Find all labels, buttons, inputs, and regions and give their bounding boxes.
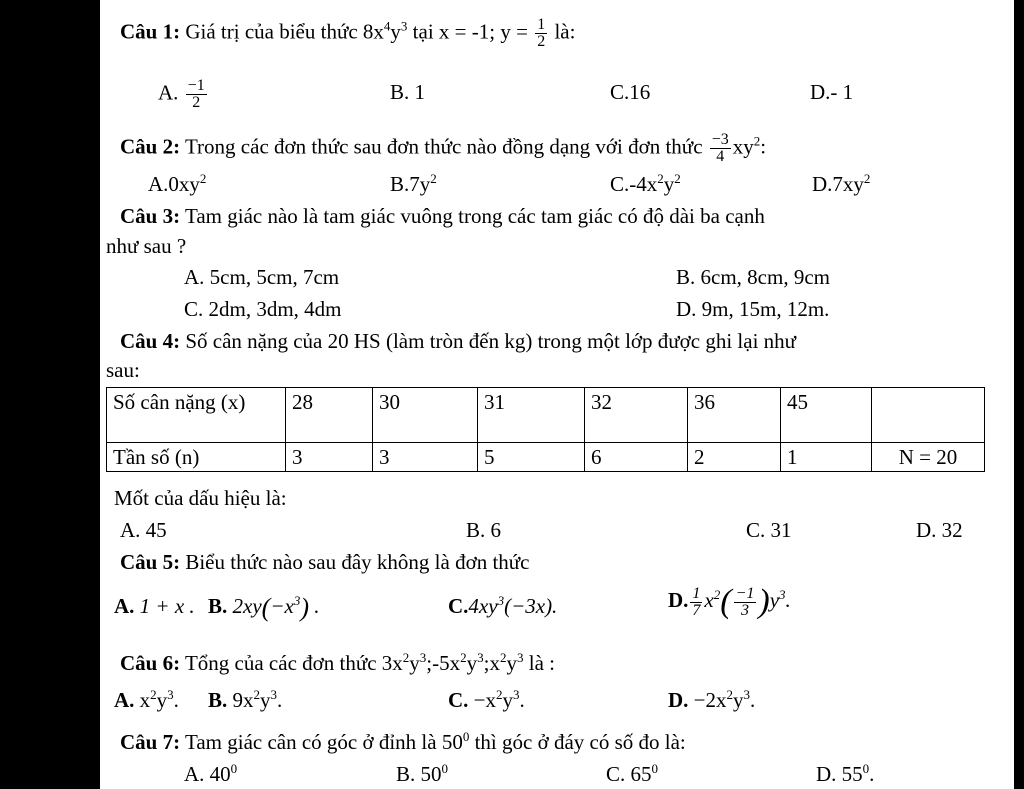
q2-prompt: Câu 2: Trong các đơn thức sau đơn thức nào đồng dạng với đơn thức $\frac{-3}{4}$ $xy^2$: [120,131,767,165]
q3-prompt-line1: Câu 3: Tam giác nào là tam giác vuông trong các tam giác có độ dài ba cạnh [120,204,765,228]
worksheet-page [100,0,1014,789]
table-row [107,388,985,443]
q2-option-c[interactable]: $C.-4x^2y^2$ [610,171,681,196]
table-cell: 45 [781,388,872,443]
table-cell [872,388,985,443]
q1-option-d[interactable]: D.- 1 [810,80,854,104]
q1-option-a[interactable]: A. $\frac{-1}{2}$ [158,77,205,111]
q7-option-b[interactable]: B. $50^0$ [396,761,449,786]
q3-option-b[interactable]: B. 6cm, 8cm, 9cm [676,265,830,289]
table-cell: 31 [478,388,585,443]
q3-option-c[interactable]: C. 2dm, 3dm, 4dm [184,297,342,321]
q5-option-d[interactable]: D. $\frac{1}{7}$ $x^2$( $\frac{-1}{3}$ )$y^3$. [668,583,791,621]
q7-option-d[interactable]: D. $55^0$. [816,761,875,786]
q4-option-b[interactable]: B. 6 [466,518,502,542]
q2-option-b[interactable]: $B.7y^2$ [390,171,437,196]
q2-fraction: $\frac{-3}{4}$ [711,131,729,165]
q7-option-a[interactable]: A. $40^0$ [184,761,238,786]
table-cell: 30 [373,388,478,443]
q4-option-c[interactable]: C. 31 [746,518,792,542]
right-black-border [1014,0,1024,789]
q3-option-a[interactable]: A. 5cm, 5cm, 7cm [184,265,340,289]
table-cell-total: N = 20 [872,443,985,472]
q6-option-c[interactable]: C. $-x^2y^3$. [448,687,525,712]
table-cell: 2 [688,443,781,472]
table-cell: 32 [585,388,688,443]
table-row [107,443,985,472]
q5-prompt: Câu 5: Biểu thức nào sau đây không là đơn thức [120,550,530,574]
table-cell: 6 [585,443,688,472]
q4-option-d[interactable]: D. 32 [916,518,963,542]
q6-option-a[interactable]: A. $x^2y^3$. [114,687,179,712]
table-cell: 36 [688,388,781,443]
table-cell: 1 [781,443,872,472]
q4-option-a[interactable]: A. 45 [120,518,167,542]
q7-option-c[interactable]: C. $65^0$ [606,761,659,786]
table-header-cell: Số cân nặng (x) [107,388,286,443]
q1-fraction: $\frac{1}{2}$ [537,16,546,50]
q6-option-d[interactable]: D. $-2x^2y^3$. [668,687,756,712]
q1-option-c[interactable]: C.16 [610,80,651,104]
q5-option-a[interactable]: A. 1 + x . [114,594,195,618]
q3-prompt-line2: như sau ? [106,234,187,258]
q7-prompt: Câu 7: Tam giác cân có góc ở đỉnh là $50^0$ thì góc ở đáy có số đo là: [120,729,686,754]
weights-frequency-table [106,387,985,472]
q4-prompt-line1: Câu 4: Số cân nặng của 20 HS (làm tròn đến kg) trong một lớp được ghi lại như [120,329,797,353]
q3-option-d[interactable]: D. 9m, 15m, 12m. [676,297,830,321]
table-header-cell: Tần số (n) [107,443,286,472]
q2-option-d[interactable]: $D.7xy^2$ [812,171,871,196]
table-cell: 3 [286,443,373,472]
table-cell: 5 [478,443,585,472]
q5-option-c[interactable]: $C.4xy^3(-3x)$. [448,593,558,618]
left-black-border [0,0,100,789]
table-cell: 3 [373,443,478,472]
q1-option-b[interactable]: B. 1 [390,80,426,104]
q2-option-a[interactable]: $A.0xy^2$ [148,171,207,196]
q4-prompt-line2: sau: [106,358,140,382]
q1-prompt: Câu 1: Giá trị của biểu thức $8x^4y^3$ tại x = -1; y = $\frac{1}{2}$ là: [120,16,576,50]
q5-option-b[interactable]: B. $2xy(-x^3)$ . [208,593,320,623]
q6-option-b[interactable]: B. $9x^2y^3$. [208,687,283,712]
q4-question: Mốt của dấu hiệu là: [114,486,287,510]
table-cell: 28 [286,388,373,443]
q6-prompt: Câu 6: Tổng của các đơn thức $3x^2y^3;-5x^2y^3;x^2y^3$ là : [120,650,555,675]
